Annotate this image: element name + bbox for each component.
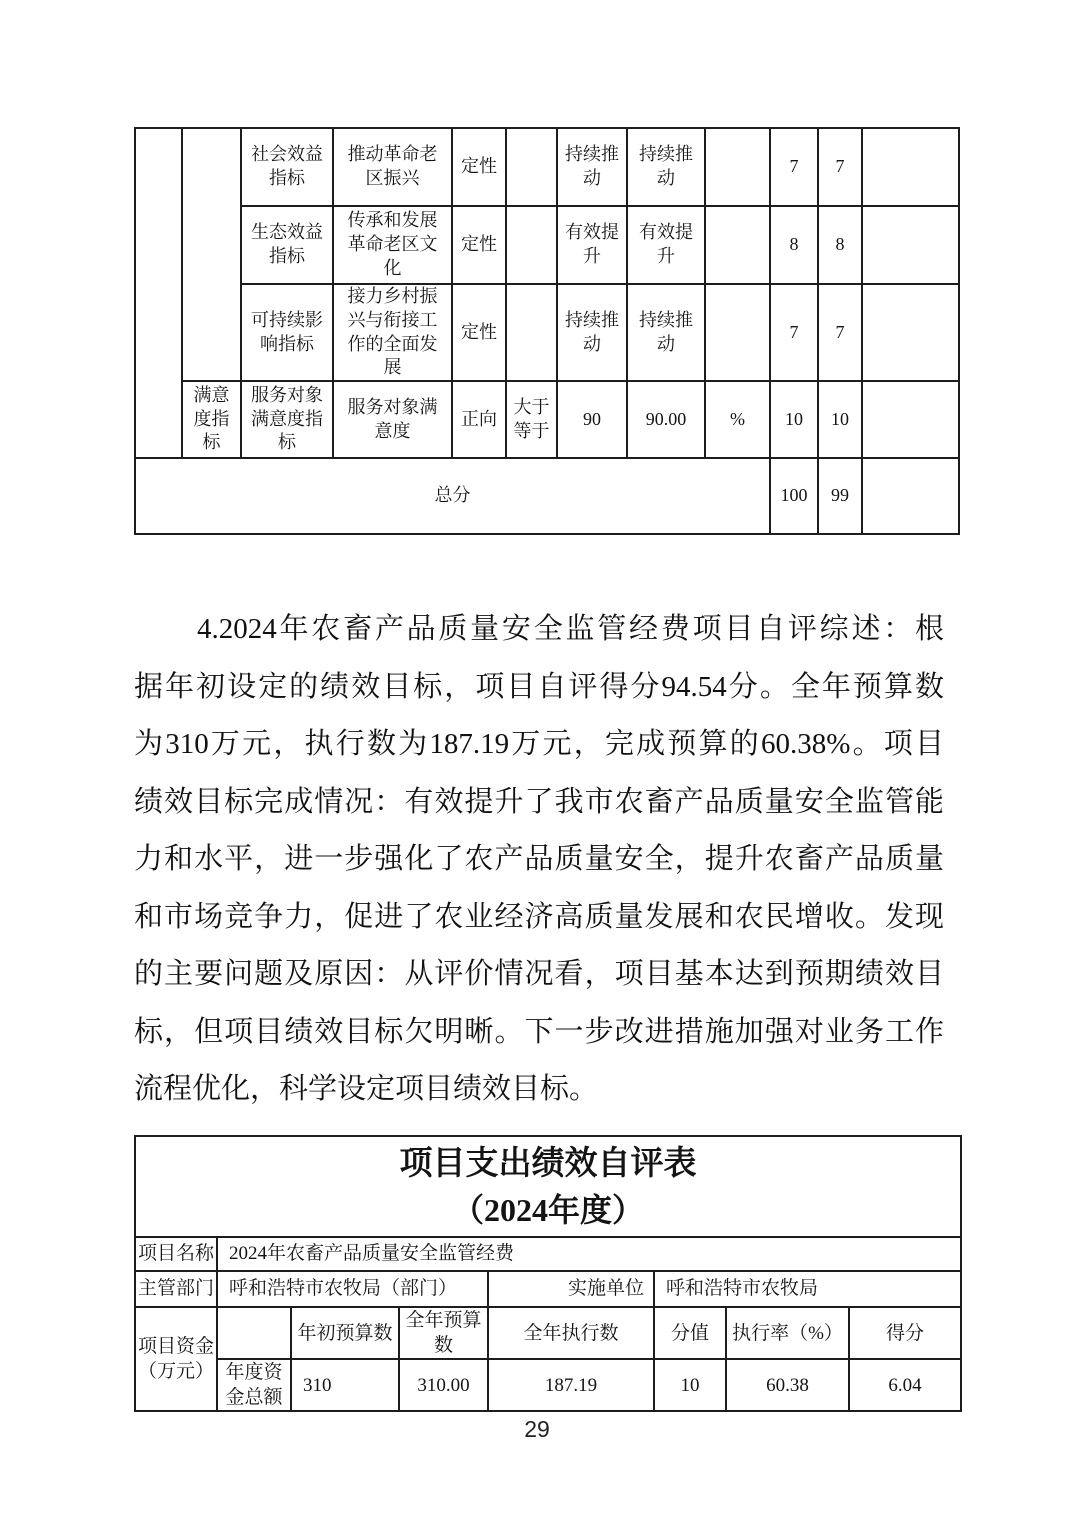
- cell-operator: 大于等于: [506, 381, 557, 458]
- annual-execution-value: 187.19: [488, 1359, 654, 1411]
- cell-unit: %: [705, 381, 770, 458]
- table-title-line1: 项目支出绩效自评表: [399, 1146, 697, 1182]
- cell-nature: 定性: [452, 206, 506, 284]
- table-title-line2: （2024年度）: [451, 1191, 644, 1228]
- funds-data-row: [135, 1359, 961, 1411]
- cell-total-note: [862, 458, 959, 534]
- cell-note: [862, 128, 959, 206]
- cell-indicator-desc: 推动革命老区振兴: [333, 128, 452, 206]
- cell-indicator-name: 可持续影响指标: [241, 284, 333, 381]
- paragraph-line: 4.2024年农畜产品质量安全监管经费项目自评综述：根: [197, 613, 944, 645]
- cell-total-score: 99: [818, 458, 862, 534]
- cell-weight: 10: [770, 381, 818, 458]
- cell-total-label: 总分: [135, 458, 770, 534]
- col-execution-rate: 执行率（%）: [726, 1307, 849, 1359]
- cell-weight: 8: [770, 206, 818, 284]
- cell-operator: [506, 128, 557, 206]
- cell-weight: 7: [770, 284, 818, 381]
- cell-indicator-name: 生态效益指标: [241, 206, 333, 284]
- paragraph-line: 为310万元，执行数为187.19万元，完成预算的60.38%。项目: [134, 728, 944, 760]
- cell-score: 7: [818, 128, 862, 206]
- paragraph-line: 力和水平，进一步强化了农产品质量安全，提升农畜产品质量: [134, 843, 944, 875]
- department-row: [135, 1271, 961, 1307]
- cell-actual: 90.00: [627, 381, 705, 458]
- paragraph-line: 和市场竞争力，促进了农业经济高质量发展和农民增收。发现: [134, 900, 944, 933]
- cell-nature: 定性: [452, 284, 506, 381]
- cell-note: [862, 206, 959, 284]
- table-row: [135, 284, 959, 381]
- funds-label: 项目资金（万元）: [135, 1307, 217, 1411]
- cell-target: 有效提升: [557, 206, 627, 284]
- cell-target: 持续推动: [557, 284, 627, 381]
- cell-score: 8: [818, 206, 862, 284]
- project-name-row: [135, 1237, 961, 1271]
- annual-funds-label: 年度资金总额: [217, 1359, 291, 1411]
- empty-cell: [182, 128, 241, 381]
- cell-weight: 7: [770, 128, 818, 206]
- initial-budget-value: 310: [291, 1359, 399, 1411]
- competent-dept-value: 呼和浩特市农牧局（部门）: [217, 1271, 488, 1307]
- cell-target: 持续推动: [557, 128, 627, 206]
- self-eval-table: [134, 1135, 962, 1412]
- cell-operator: [506, 206, 557, 284]
- table-row: [135, 381, 959, 458]
- cell-indicator-desc: 接力乡村振兴与衔接工作的全面发展: [333, 284, 452, 381]
- col-score: 得分: [849, 1307, 961, 1359]
- table-title-row: [135, 1136, 961, 1237]
- cell-indicator-name: 社会效益指标: [241, 128, 333, 206]
- col-annual-execution: 全年执行数: [488, 1307, 654, 1359]
- cell-unit: [705, 284, 770, 381]
- implement-unit-value: 呼和浩特市农牧局: [654, 1271, 961, 1307]
- indicator-table: [134, 127, 960, 535]
- paragraph-line: 绩效目标完成情况：有效提升了我市农畜产品质量安全监管能: [134, 785, 944, 818]
- project-name-value: 2024年农畜产品质量安全监管经费: [217, 1237, 961, 1271]
- annual-budget-value: 310.00: [399, 1359, 488, 1411]
- competent-dept-label: 主管部门: [135, 1271, 217, 1307]
- paragraph-line: 的主要问题及原因：从评价情况看，项目基本达到预期绩效目: [134, 958, 944, 990]
- cell-unit: [705, 128, 770, 206]
- total-row: [135, 458, 959, 534]
- cell-operator: [506, 284, 557, 381]
- implement-unit-label: 实施单位: [488, 1271, 654, 1307]
- empty-cell: [217, 1307, 291, 1359]
- col-initial-budget: 年初预算数: [291, 1307, 399, 1359]
- funds-header-row: [135, 1307, 961, 1359]
- paragraph-line: 标，但项目绩效目标欠明晰。下一步改进措施加强对业务工作: [134, 1015, 944, 1048]
- col-weight: 分值: [654, 1307, 726, 1359]
- cell-unit: [705, 206, 770, 284]
- cell-actual: 持续推动: [627, 284, 705, 381]
- cell-nature: 定性: [452, 128, 506, 206]
- paragraph-line: 流程优化，科学设定项目绩效目标。: [134, 1073, 599, 1105]
- table-row: [135, 206, 959, 284]
- table-row: [135, 128, 959, 206]
- cell-total-weight: 100: [770, 458, 818, 534]
- cell-target: 90: [557, 381, 627, 458]
- cell-indicator-name: 服务对象满意度指标: [241, 381, 333, 458]
- score-value: 6.04: [849, 1359, 961, 1411]
- cell-indicator-desc: 传承和发展革命老区文化: [333, 206, 452, 284]
- page-number: 29: [524, 1416, 550, 1442]
- cell-score: 10: [818, 381, 862, 458]
- empty-cell: [135, 128, 182, 458]
- table-title: [135, 1136, 961, 1237]
- weight-value: 10: [654, 1359, 726, 1411]
- summary-paragraph: [134, 601, 944, 1119]
- cell-category: 满意度指标: [182, 381, 241, 458]
- cell-actual: 有效提升: [627, 206, 705, 284]
- cell-score: 7: [818, 284, 862, 381]
- col-annual-budget: 全年预算数: [399, 1307, 488, 1359]
- cell-actual: 持续推动: [627, 128, 705, 206]
- project-name-label: 项目名称: [135, 1237, 217, 1271]
- execution-rate-value: 60.38: [726, 1359, 849, 1411]
- cell-note: [862, 284, 959, 381]
- paragraph-line: 据年初设定的绩效目标，项目自评得分94.54分。全年预算数: [134, 670, 944, 703]
- cell-note: [862, 381, 959, 458]
- cell-nature: 正向: [452, 381, 506, 458]
- cell-indicator-desc: 服务对象满意度: [333, 381, 452, 458]
